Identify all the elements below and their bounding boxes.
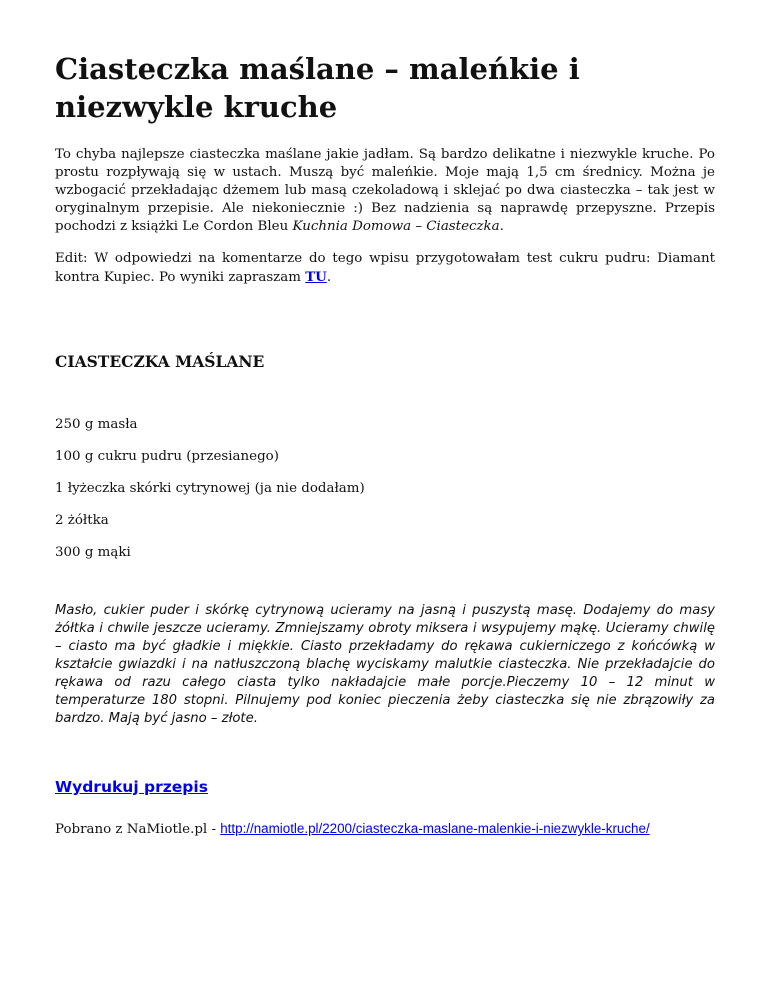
- source-label: Pobrano z NaMiotle.pl -: [55, 822, 221, 837]
- edit-results-link[interactable]: TU: [305, 269, 327, 285]
- edit-text: Edit: W odpowiedzi na komentarze do tego wpisu przygotowałam test cukru pudru: Diamant kontra Kupiec. Po wyniki zapraszam: [55, 251, 715, 285]
- intro-paragraph: [55, 146, 715, 236]
- ingredient-item: 250 g masła: [55, 417, 138, 432]
- source-url-link[interactable]: http://namiotle.pl/2200/ciasteczka-maslane-malenkie-i-niezwykle-kruche/: [220, 821, 650, 836]
- print-heading: [55, 776, 715, 798]
- source-line: [55, 820, 715, 839]
- print-recipe-link[interactable]: Wydrukuj przepis: [55, 778, 208, 796]
- edit-end: .: [326, 270, 332, 285]
- document-page: [55, 50, 715, 852]
- edit-paragraph: [55, 250, 715, 287]
- intro-text: To chyba najlepsze ciasteczka maślane jakie jadłam. Są bardzo delikatne i niezwykle kruche. Po prostu rozpływają się w ustach. Muszą być maleńkie. Moje mają 1,5 cm średnicy. Można je wzbogacić przekładając dżemem lub masą czekoladową i sklejać po dwa ciasteczka – tak jest w oryginalnym przepisie. Ale niekoniecznie :) Bez nadzienia są naprawdę przepyszne. Przepis pochodzi z książki Le Cordon Bleu: [55, 147, 715, 234]
- ingredient-item: 100 g cukru pudru (przesianego): [55, 449, 279, 464]
- ingredient-item: 2 żółtka: [55, 513, 109, 528]
- page-title: Ciasteczka maślane – maleńkie i niezwykle kruche: [55, 52, 580, 124]
- instructions-paragraph: Masło, cukier puder i skórkę cytrynową ucieramy na jasną i puszystą masę. Dodajemy do masy żółtka i chwile jeszcze ucieramy. Zmniejszamy obroty miksera i wsypujemy mąkę. Ucieramy chwilę – ciasto ma być gładkie i miękkie. Ciasto przekładamy do rękawa cukierniczego z końcówką w kształcie gwiazdki i na natłuszczoną blachę wyciskamy malutkie ciasteczka. Nie przekładajcie do rękawa od razu całego ciasta tylko nakładajcie małe porcje.Pieczemy 10 – 12 minut w temperaturze 180 stopni. Pilnujemy pod koniec pieczenia żeby ciasteczka się nie zbrązowiły za bardzo. Mają być jasno – złote.: [55, 603, 715, 726]
- ingredient-item: 1 łyżeczka skórki cytrynowej (ja nie dodałam): [55, 481, 365, 496]
- intro-end: .: [499, 219, 504, 234]
- ingredients-list: [55, 416, 715, 562]
- ingredient-item: 300 g mąki: [55, 545, 131, 560]
- book-title: Kuchnia Domowa – Ciasteczka: [292, 219, 500, 234]
- recipe-title: CIASTECZKA MAŚLANE: [55, 352, 265, 371]
